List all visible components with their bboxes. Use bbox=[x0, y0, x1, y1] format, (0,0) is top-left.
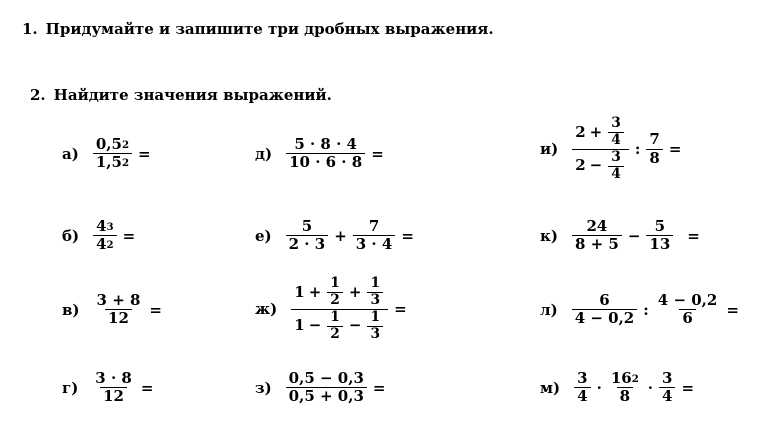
task-1-number: 1. bbox=[22, 20, 38, 38]
expression-e bbox=[255, 218, 414, 254]
operator: − bbox=[308, 316, 322, 335]
fraction bbox=[286, 370, 367, 406]
equals-sign: = bbox=[401, 226, 414, 245]
equals-sign: = bbox=[149, 300, 162, 319]
expression-l bbox=[540, 292, 739, 328]
complex-numerator bbox=[291, 276, 388, 309]
denominator: 8 + 5 bbox=[572, 235, 622, 253]
term: 1 bbox=[294, 316, 305, 335]
denominator: 8 bbox=[646, 149, 662, 167]
term: 1 bbox=[294, 282, 305, 301]
numerator: 3 bbox=[577, 369, 588, 387]
numerator: 3 bbox=[662, 369, 673, 387]
fraction bbox=[608, 116, 624, 149]
operator: + bbox=[308, 282, 322, 301]
expression-z bbox=[255, 370, 385, 406]
fraction bbox=[646, 131, 662, 167]
task-2-number: 2. bbox=[30, 86, 46, 104]
denominator: 1,5 bbox=[95, 153, 122, 172]
operator: + bbox=[334, 226, 347, 245]
fraction bbox=[327, 276, 343, 309]
denominator: 8 bbox=[617, 387, 633, 405]
expression-i bbox=[540, 116, 681, 182]
operator: − bbox=[589, 156, 603, 175]
expression-label: г) bbox=[62, 378, 79, 397]
numerator: 0,5 bbox=[95, 135, 122, 153]
equals-sign: = bbox=[687, 226, 700, 245]
expression-label: м) bbox=[540, 378, 561, 397]
numerator: 7 bbox=[649, 130, 660, 149]
numerator: 24 bbox=[586, 217, 608, 235]
expression-label: л) bbox=[540, 300, 558, 319]
expression-g bbox=[62, 370, 153, 406]
operator: + bbox=[589, 122, 603, 141]
expression-label: д) bbox=[255, 144, 273, 163]
operator: − bbox=[627, 226, 641, 245]
denominator: 12 bbox=[105, 309, 132, 327]
denominator: 4 bbox=[96, 235, 107, 254]
expression-label: в) bbox=[62, 300, 80, 319]
numerator: 1 bbox=[330, 275, 340, 291]
fraction bbox=[659, 370, 675, 406]
expression-label: и) bbox=[540, 140, 559, 159]
denominator: 10 · 6 · 8 bbox=[286, 153, 365, 171]
fraction: 16 2 8 bbox=[610, 369, 639, 406]
fraction bbox=[353, 218, 396, 254]
denominator: 4 − 0,2 bbox=[572, 309, 638, 327]
numerator: 6 bbox=[599, 291, 610, 309]
fraction bbox=[572, 292, 638, 328]
expression-zh bbox=[255, 276, 407, 342]
fraction bbox=[327, 310, 343, 343]
numerator: 5 bbox=[654, 217, 666, 235]
task-1-text: Придумайте и запишите три дробных выражения. bbox=[45, 20, 494, 38]
numerator: 3 · 8 bbox=[95, 369, 132, 387]
task-2-text: Найдите значения выражений. bbox=[53, 86, 332, 104]
denominator: 13 bbox=[646, 235, 673, 253]
complex-fraction bbox=[572, 116, 629, 182]
denominator: 3 · 4 bbox=[353, 235, 396, 253]
equals-sign: = bbox=[681, 378, 695, 397]
numerator: 5 bbox=[301, 217, 313, 235]
equals-sign: = bbox=[726, 300, 739, 319]
numerator: 3 bbox=[611, 148, 621, 165]
expression-k bbox=[540, 218, 700, 254]
fraction bbox=[286, 218, 329, 254]
equals-sign: = bbox=[394, 300, 407, 319]
task-1 bbox=[22, 20, 494, 38]
denominator: 2 bbox=[327, 292, 343, 309]
numerator: 1 bbox=[330, 308, 340, 325]
fraction bbox=[94, 292, 144, 328]
denominator: 2 · 3 bbox=[286, 235, 329, 253]
fraction bbox=[286, 136, 365, 172]
equals-sign: = bbox=[140, 378, 154, 397]
denominator: 3 bbox=[367, 292, 383, 309]
numerator: 3 bbox=[611, 115, 621, 131]
fraction bbox=[92, 370, 135, 406]
expression-label: ж) bbox=[255, 300, 278, 319]
expression-d bbox=[255, 136, 384, 172]
fraction: 0,5 2 1,5 2 bbox=[93, 136, 132, 172]
operator: + bbox=[348, 282, 362, 301]
operator: · bbox=[647, 378, 654, 397]
numerator: 0,5 − 0,3 bbox=[288, 369, 364, 387]
fraction: 4 3 4 2 bbox=[93, 218, 117, 254]
numerator: 16 bbox=[610, 369, 632, 387]
expression-a bbox=[62, 136, 151, 172]
denominator: 6 bbox=[679, 309, 695, 327]
operator: · bbox=[596, 378, 602, 397]
denominator: 0,5 + 0,3 bbox=[286, 387, 367, 405]
expression-b bbox=[62, 218, 135, 254]
complex-denominator bbox=[572, 149, 629, 183]
expression-label: е) bbox=[255, 226, 272, 245]
equals-sign: = bbox=[138, 144, 151, 163]
operator: : bbox=[634, 140, 641, 159]
equals-sign: = bbox=[122, 226, 136, 245]
numerator: 5 · 8 · 4 bbox=[294, 135, 357, 153]
numerator: 4 − 0,2 bbox=[657, 291, 718, 309]
denominator: 4 bbox=[608, 132, 624, 149]
denominator: 4 bbox=[608, 166, 624, 183]
expression-m bbox=[540, 370, 694, 406]
fraction bbox=[655, 292, 721, 328]
numerator: 7 bbox=[368, 217, 380, 235]
numerator: 3 + 8 bbox=[96, 291, 141, 309]
term: 2 bbox=[575, 156, 586, 175]
fraction bbox=[367, 310, 383, 343]
fraction bbox=[608, 150, 624, 183]
equals-sign: = bbox=[371, 144, 384, 163]
complex-numerator bbox=[572, 116, 629, 149]
term: 2 bbox=[575, 122, 586, 141]
operator: : bbox=[643, 300, 649, 319]
numerator: 1 bbox=[370, 275, 381, 291]
operator: − bbox=[348, 316, 362, 335]
expression-label: а) bbox=[62, 144, 79, 163]
complex-denominator bbox=[291, 309, 388, 343]
numerator: 4 bbox=[96, 217, 107, 235]
complex-fraction bbox=[291, 276, 388, 342]
denominator: 3 bbox=[367, 326, 383, 343]
fraction bbox=[646, 218, 673, 254]
expression-label: б) bbox=[62, 226, 80, 245]
denominator: 2 bbox=[327, 326, 343, 343]
numerator: 1 bbox=[370, 308, 381, 325]
fraction bbox=[574, 370, 590, 406]
expression-v bbox=[62, 292, 162, 328]
denominator: 4 bbox=[659, 387, 675, 405]
fraction bbox=[572, 218, 622, 254]
equals-sign: = bbox=[372, 378, 386, 397]
expression-label: к) bbox=[540, 226, 558, 245]
expression-label: з) bbox=[255, 378, 272, 397]
denominator: 12 bbox=[100, 387, 127, 405]
fraction bbox=[367, 276, 383, 309]
denominator: 4 bbox=[574, 387, 590, 405]
task-2 bbox=[30, 86, 332, 104]
equals-sign: = bbox=[668, 140, 682, 159]
